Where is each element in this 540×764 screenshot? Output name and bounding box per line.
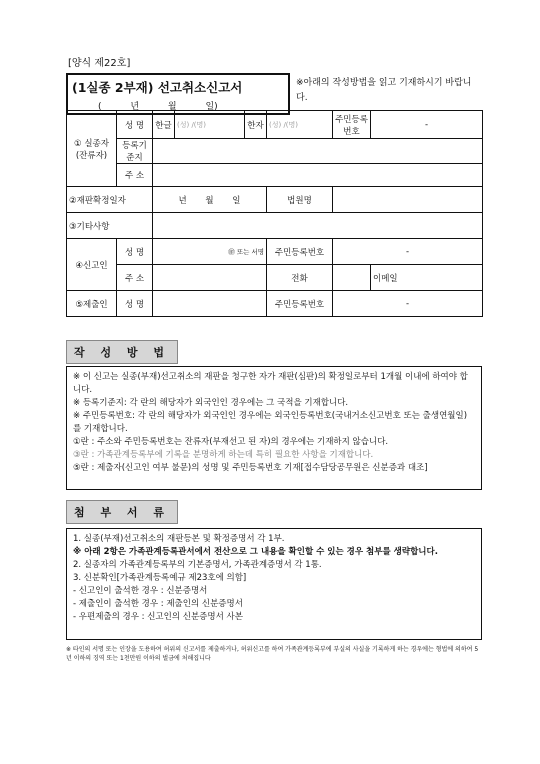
method-line: ①란 : 주소와 주민등록번호는 잔류자(부재선고 된 자)의 경우에는 기재하지 않습니다. bbox=[73, 437, 389, 447]
attach-sub: - 우편제출의 경우 : 신고인의 신분증명서 사본 bbox=[73, 612, 243, 622]
top-note: ※아래의 작성방법을 읽고 기재하시기 바랍니다. bbox=[296, 78, 472, 103]
email-cell[interactable] bbox=[371, 265, 483, 291]
seal-icon: ㊞ 또는 서명 bbox=[228, 247, 264, 256]
attach-line: 1. 실종(부재)선고취소의 재판등본 및 확정증명서 각 1부. bbox=[73, 534, 285, 544]
hanja-label: 한자 bbox=[245, 111, 267, 139]
method-head: 작 성 방 법 bbox=[66, 340, 178, 364]
name-label: 성 명 bbox=[117, 111, 153, 139]
court-label: 법원명 bbox=[267, 187, 333, 213]
footnote: ※ 타인의 서명 또는 인장을 도용하여 허위의 신고서를 제출하거나, 허위신고를 하여 가족관계등록부에 부실의 사실을 기록하게 하는 경우에는 형법에 의하여 5년 이하의 징역 또는 1천만원 이하의 벌금에 처해집니다 bbox=[66, 646, 479, 662]
reporter-rrn-label: 주민등록번호 bbox=[267, 239, 333, 265]
rrn-field[interactable]: - bbox=[371, 111, 483, 139]
other-label: ③기타사항 bbox=[67, 213, 153, 239]
reporter-address-label: 주 소 bbox=[117, 265, 153, 291]
submitter-name-field[interactable] bbox=[153, 291, 267, 317]
email-label: 이메일 bbox=[373, 273, 398, 284]
rrn-label: 주민등록 번호 bbox=[333, 111, 371, 139]
phone-label: 전화 bbox=[267, 265, 333, 291]
method-line: ⑤란 : 제출자(신고인 여부 불문)의 성명 및 주민등록번호 기재[접수담당공무원은 신분증과 대조] bbox=[73, 463, 428, 473]
form-number: [양식 제22호] bbox=[68, 58, 131, 69]
method-line: ※ 이 신고는 실종(부재)선고취소의 재판을 청구한 자가 재판(심판)의 확정일로부터 1개월 이내에 하여야 합니다. bbox=[73, 372, 468, 395]
reporter-name-label: 성 명 bbox=[117, 239, 153, 265]
method-box bbox=[66, 366, 482, 490]
submitter-rrn-label: 주민등록번호 bbox=[267, 291, 333, 317]
title-date: ( 년 월 일) bbox=[98, 102, 218, 112]
method-line: ※ 등록기준지: 각 란의 해당자가 외국인인 경우에는 그 국적을 기재합니다. bbox=[73, 398, 349, 408]
address-label: 주 소 bbox=[117, 164, 153, 187]
form-title: (1실종 2부재) 선고취소신고서 bbox=[72, 80, 243, 95]
base-field[interactable] bbox=[153, 139, 483, 164]
court-field[interactable] bbox=[333, 187, 483, 213]
submitter-name-label: 성 명 bbox=[117, 291, 153, 317]
missing-person-head: ① 실종자 (잔류자) bbox=[67, 111, 117, 187]
hanja-hint: (성) /(명) bbox=[269, 120, 299, 129]
attach-line: 3. 신분확인[가족관계등록예규 제23호에 의함] bbox=[73, 573, 247, 583]
hangul-hint: (성) /(명) bbox=[177, 120, 207, 129]
reporter-address-field[interactable] bbox=[153, 265, 267, 291]
phone-field[interactable] bbox=[333, 265, 371, 291]
attach-line: 2. 실종자의 가족관계등록부의 기본증명서, 가족관계증명서 각 1통. bbox=[73, 560, 322, 570]
submitter-rrn-field[interactable]: - bbox=[333, 291, 483, 317]
title-box bbox=[66, 73, 290, 115]
attach-head: 첨 부 서 류 bbox=[66, 500, 178, 524]
reporter-head: ④신고인 bbox=[67, 239, 117, 291]
hangul-name-field[interactable] bbox=[175, 111, 245, 139]
attach-sub: - 제출인이 출석한 경우 : 제출인의 신분증명서 bbox=[73, 599, 243, 609]
reporter-rrn-field[interactable]: - bbox=[333, 239, 483, 265]
attach-line-bold: ※ 아래 2항은 가족관계등록관서에서 전산으로 그 내용을 확인할 수 있는 경우 첨부를 생략합니다. bbox=[73, 547, 438, 557]
method-line: ③란 : 가족관계등록부에 기록을 분명하게 하는데 특히 필요한 사항을 기재합니다. bbox=[73, 450, 374, 460]
submitter-head: ⑤제출인 bbox=[67, 291, 117, 317]
trial-date-label: ②재판확정일자 bbox=[67, 187, 153, 213]
trial-date-field[interactable]: 년 월 일 bbox=[153, 187, 267, 213]
form-table bbox=[66, 110, 483, 317]
attach-sub: - 신고인이 출석한 경우 : 신분증명서 bbox=[73, 586, 208, 596]
method-line: ※ 주민등록번호: 각 란의 해당자가 외국인인 경우에는 외국인등록번호(국내거소신고번호 또는 출생연월일)를 기재합니다. bbox=[73, 411, 468, 434]
hangul-label: 한글 bbox=[153, 111, 175, 139]
base-label: 등록기준지 bbox=[117, 139, 153, 164]
address-field[interactable] bbox=[153, 164, 483, 187]
hanja-name-field[interactable] bbox=[267, 111, 333, 139]
attach-box bbox=[66, 528, 482, 640]
other-field[interactable] bbox=[153, 213, 483, 239]
reporter-name-field[interactable] bbox=[153, 239, 267, 265]
